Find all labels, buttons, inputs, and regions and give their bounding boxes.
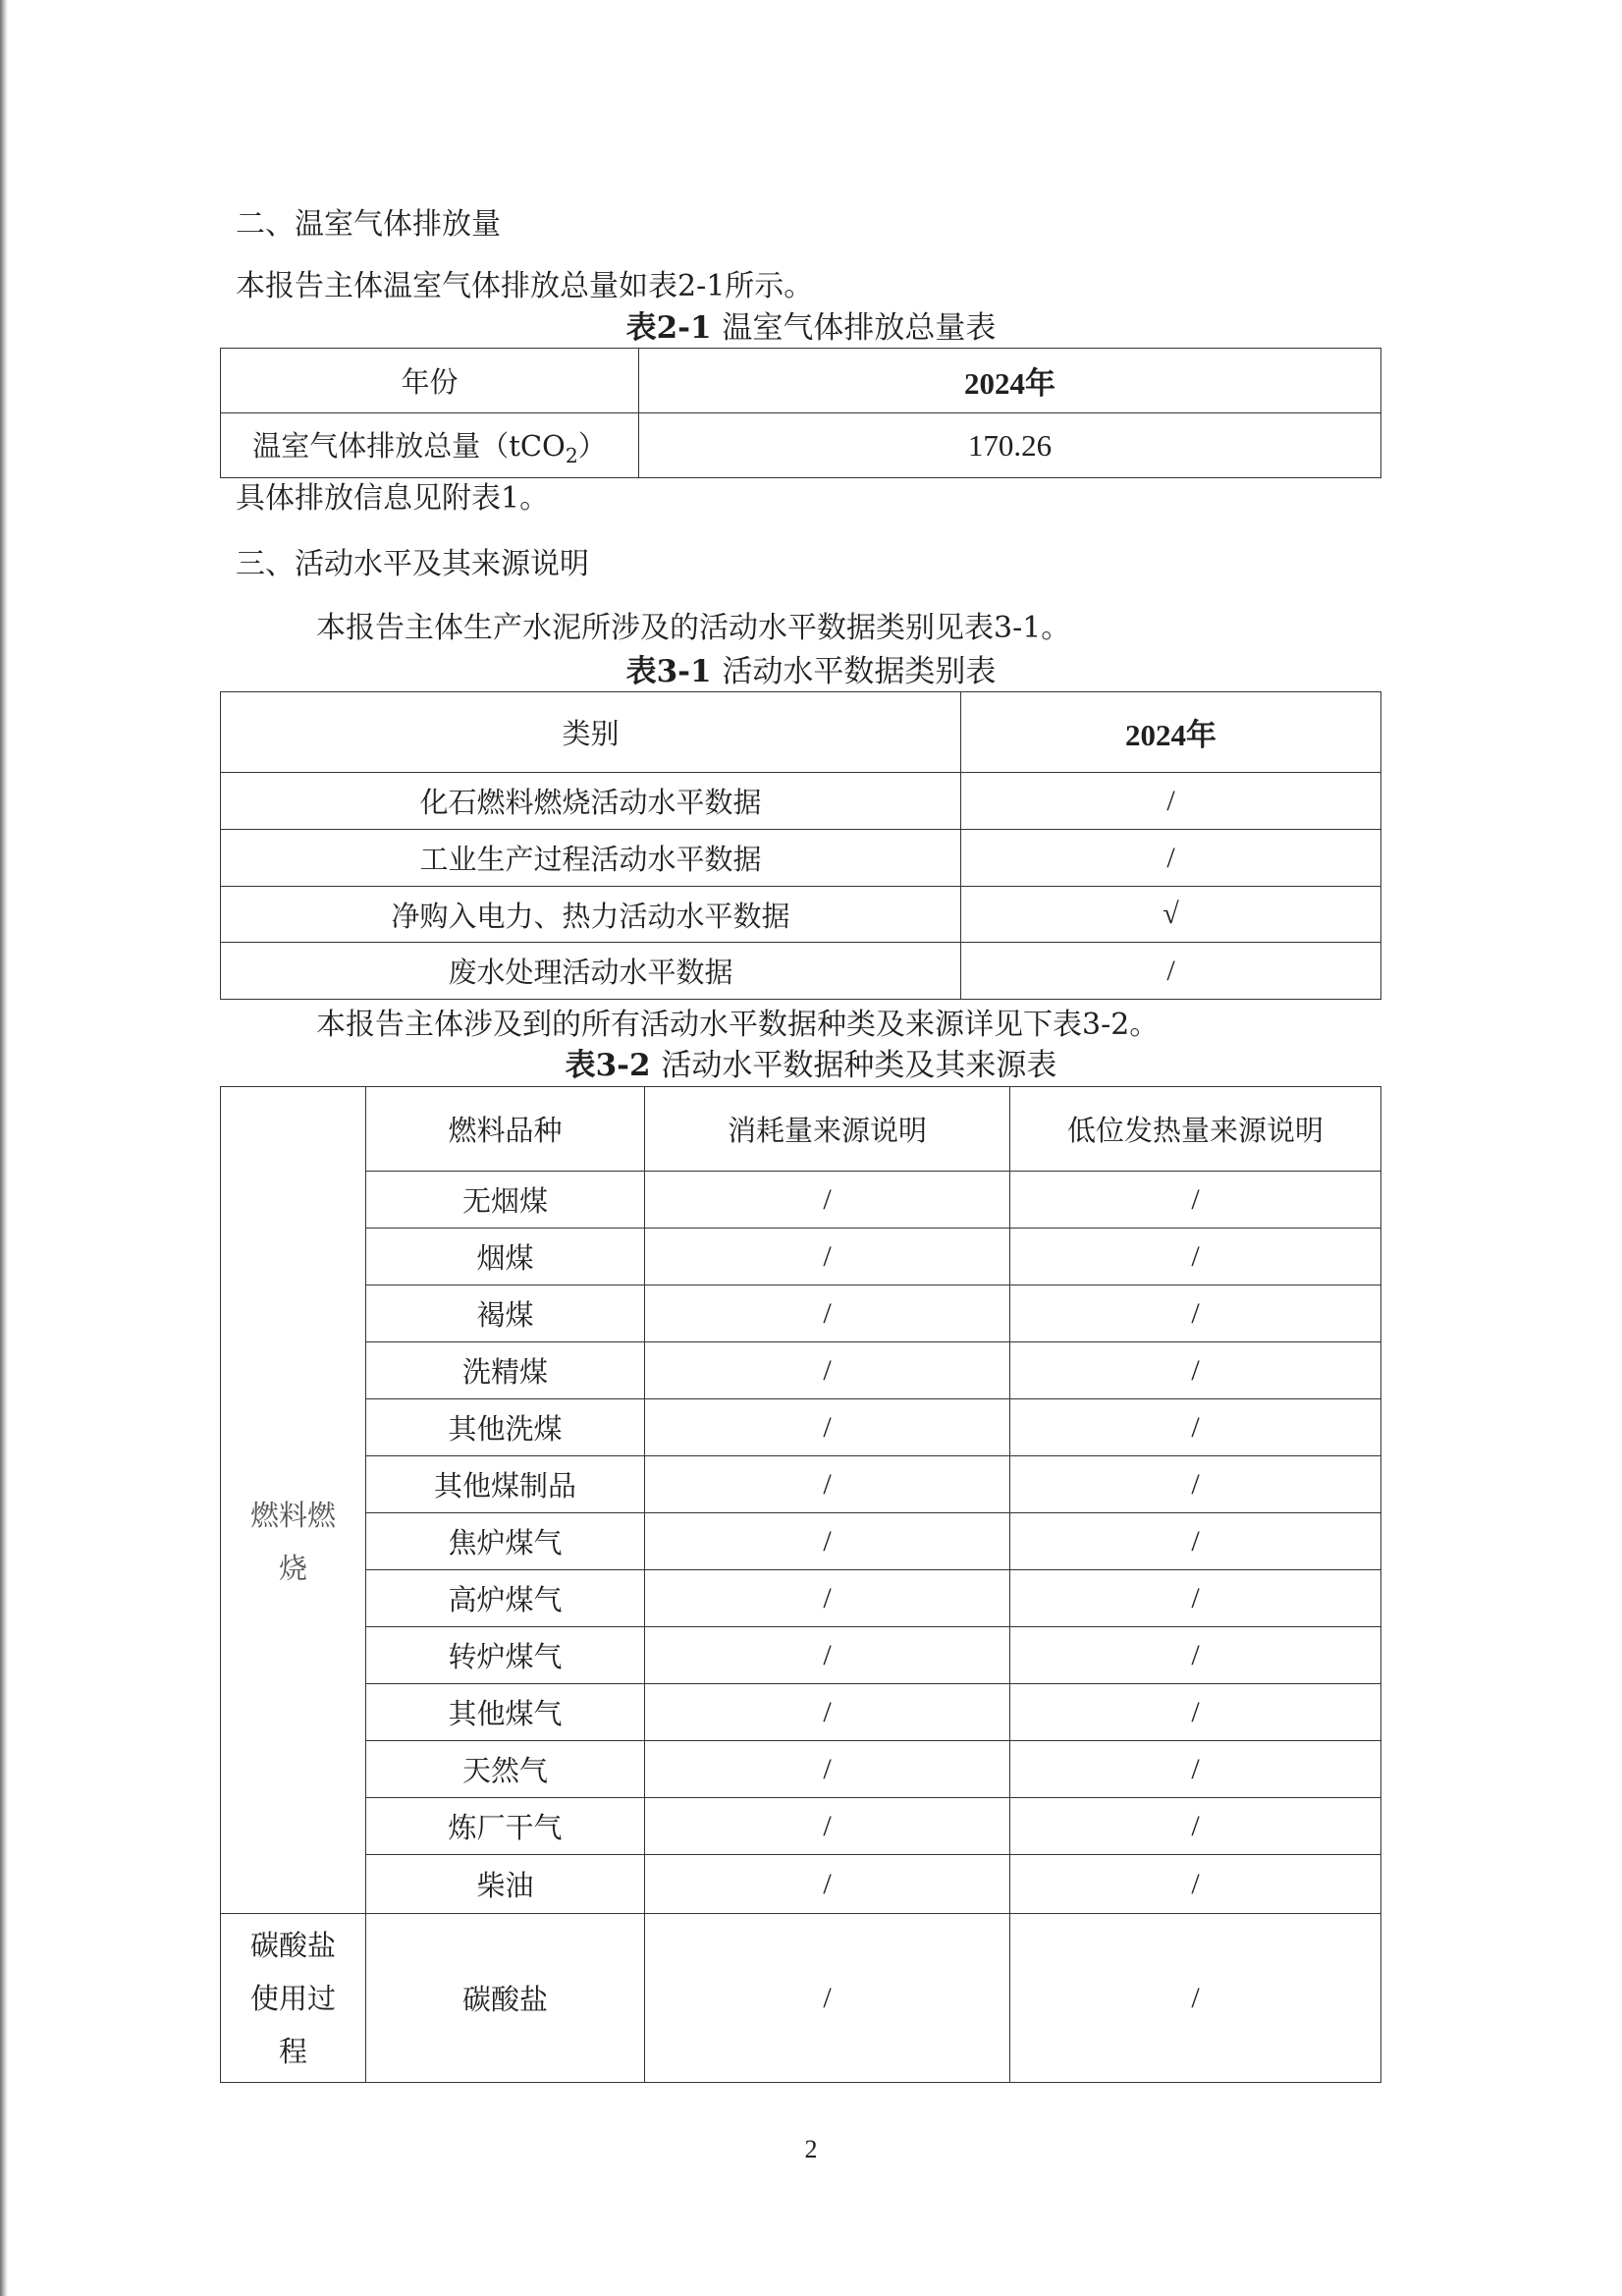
- table-row: [221, 1741, 1381, 1798]
- header-cell: 2024年: [639, 349, 1381, 413]
- emissions-total-table: [220, 348, 1381, 478]
- value-cell: /: [961, 773, 1381, 830]
- heat-cell: /: [1010, 1172, 1381, 1229]
- paragraph: 本报告主体温室气体排放总量如表2-1所示。: [236, 269, 814, 303]
- table-row: [221, 1399, 1381, 1456]
- table-caption: [0, 308, 1622, 348]
- heat-cell: /: [1010, 1342, 1381, 1399]
- table-row: [221, 1172, 1381, 1229]
- heat-cell: /: [1010, 1684, 1381, 1741]
- table-caption-title: 活动水平数据种类及其来源表: [661, 1048, 1057, 1083]
- category-cell: 净购入电力、热力活动水平数据: [221, 887, 961, 943]
- consumption-cell: /: [645, 1285, 1010, 1342]
- fuel-name-cell: 柴油: [366, 1855, 645, 1914]
- section-heading: 三、活动水平及其来源说明: [236, 547, 589, 581]
- table-caption: [0, 1046, 1622, 1085]
- activity-source-table: [220, 1086, 1381, 2083]
- row-value-cell: 170.26: [639, 413, 1381, 478]
- consumption-cell: /: [645, 1741, 1010, 1798]
- fuel-name-cell: 洗精煤: [366, 1342, 645, 1399]
- table-row: [221, 887, 1381, 943]
- value-cell: /: [961, 830, 1381, 887]
- consumption-cell: /: [645, 1798, 1010, 1855]
- header-cell: 年份: [221, 349, 639, 413]
- header-cell: 类别: [221, 692, 961, 773]
- consumption-cell: /: [645, 1399, 1010, 1456]
- table-row: [221, 1229, 1381, 1285]
- heat-cell: /: [1010, 1456, 1381, 1513]
- fuel-name-cell: 转炉煤气: [366, 1627, 645, 1684]
- consumption-cell: /: [645, 1570, 1010, 1627]
- heat-cell: /: [1010, 1741, 1381, 1798]
- group-label-carbonate-use: 碳酸盐 使用过 程: [221, 1914, 366, 2083]
- category-cell: 工业生产过程活动水平数据: [221, 830, 961, 887]
- consumption-cell: /: [645, 1627, 1010, 1684]
- heat-cell: /: [1010, 1229, 1381, 1285]
- table-row: [221, 943, 1381, 1000]
- fuel-name-cell: 褐煤: [366, 1285, 645, 1342]
- table-header-row: [221, 692, 1381, 773]
- consumption-cell: /: [645, 1914, 1010, 2083]
- consumption-cell: /: [645, 1855, 1010, 1914]
- heat-cell: /: [1010, 1914, 1381, 2083]
- heat-cell: /: [1010, 1570, 1381, 1627]
- header-cell-empty: [221, 1087, 366, 1172]
- consumption-cell: /: [645, 1684, 1010, 1741]
- table-caption-title: 温室气体排放总量表: [722, 310, 997, 346]
- heat-cell: /: [1010, 1627, 1381, 1684]
- table-row: [221, 773, 1381, 830]
- table-row: [221, 1570, 1381, 1627]
- consumption-cell: /: [645, 1342, 1010, 1399]
- category-cell: 化石燃料燃烧活动水平数据: [221, 773, 961, 830]
- activity-category-table: [220, 691, 1381, 1000]
- fuel-name-cell: 焦炉煤气: [366, 1513, 645, 1570]
- table-row: [221, 1914, 1381, 2083]
- fuel-name-cell: 烟煤: [366, 1229, 645, 1285]
- consumption-cell: /: [645, 1229, 1010, 1285]
- header-cell: 低位发热量来源说明: [1010, 1087, 1381, 1172]
- category-cell: 废水处理活动水平数据: [221, 943, 961, 1000]
- value-cell: √: [961, 887, 1381, 943]
- fuel-name-cell: 其他煤制品: [366, 1456, 645, 1513]
- table-row: [221, 1285, 1381, 1342]
- value-cell: /: [961, 943, 1381, 1000]
- paragraph: 具体排放信息见附表1。: [236, 481, 550, 516]
- fuel-name-cell: 无烟煤: [366, 1172, 645, 1229]
- paragraph: 本报告主体涉及到的所有活动水平数据种类及来源详见下表3-2。: [316, 1008, 1160, 1042]
- table-row: [221, 1855, 1381, 1914]
- table-header-row: [221, 1087, 1381, 1172]
- consumption-cell: /: [645, 1513, 1010, 1570]
- table-caption-number: 表3-1: [625, 654, 712, 689]
- heat-cell: /: [1010, 1285, 1381, 1342]
- consumption-cell: /: [645, 1456, 1010, 1513]
- table-row: [221, 413, 1381, 478]
- fuel-name-cell: 其他洗煤: [366, 1399, 645, 1456]
- page-number: 2: [804, 2135, 818, 2163]
- table-row: [221, 1513, 1381, 1570]
- fuel-name-cell: 碳酸盐: [366, 1914, 645, 2083]
- row-label-cell: 温室气体排放总量（tCO$_2$）: [221, 413, 639, 478]
- group-label-fuel-combustion: 燃料燃 烧: [221, 1172, 366, 1914]
- heat-cell: /: [1010, 1855, 1381, 1914]
- heat-cell: /: [1010, 1798, 1381, 1855]
- consumption-cell: /: [645, 1172, 1010, 1229]
- fuel-name-cell: 炼厂干气: [366, 1798, 645, 1855]
- fuel-name-cell: 其他煤气: [366, 1684, 645, 1741]
- table-row: [221, 1342, 1381, 1399]
- fuel-name-cell: 高炉煤气: [366, 1570, 645, 1627]
- paragraph: 本报告主体生产水泥所涉及的活动水平数据类别见表3-1。: [316, 611, 1071, 645]
- heat-cell: /: [1010, 1399, 1381, 1456]
- header-cell: 消耗量来源说明: [645, 1087, 1010, 1172]
- heat-cell: /: [1010, 1513, 1381, 1570]
- header-cell: 2024年: [961, 692, 1381, 773]
- header-cell: 燃料品种: [366, 1087, 645, 1172]
- table-caption: [0, 652, 1622, 691]
- table-row: [221, 1456, 1381, 1513]
- table-header-row: [221, 349, 1381, 413]
- table-caption-number: 表3-2: [565, 1048, 651, 1083]
- table-caption-number: 表2-1: [625, 310, 712, 346]
- table-caption-title: 活动水平数据类别表: [722, 654, 997, 689]
- section-heading: 二、温室气体排放量: [236, 207, 501, 242]
- table-row: [221, 1798, 1381, 1855]
- table-row: [221, 830, 1381, 887]
- table-row: [221, 1627, 1381, 1684]
- table-row: [221, 1684, 1381, 1741]
- fuel-name-cell: 天然气: [366, 1741, 645, 1798]
